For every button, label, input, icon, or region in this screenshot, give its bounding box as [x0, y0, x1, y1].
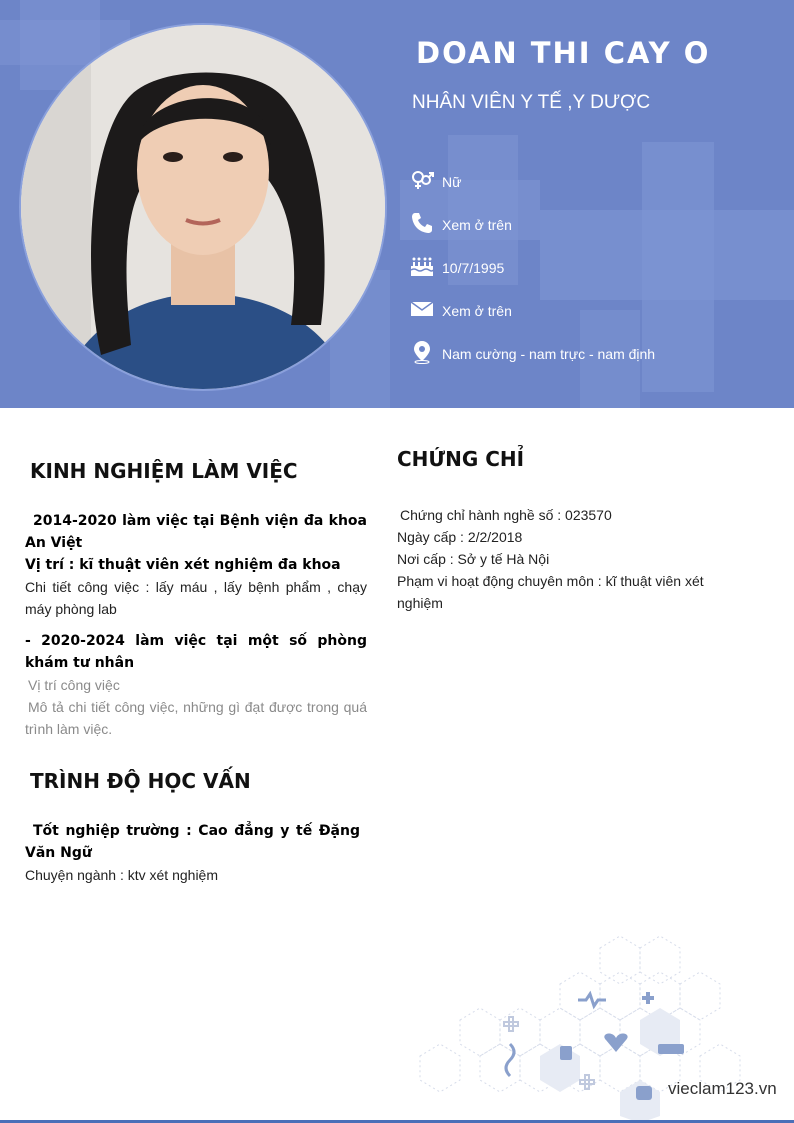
gender-row	[410, 168, 780, 196]
job1-detail: Chi tiết công việc : lấy máu , lấy bệnh phẩm , chạy máy phòng lab	[25, 579, 367, 617]
header-banner	[0, 0, 794, 408]
email-row	[410, 297, 780, 325]
certificates-title: CHỨNG CHỈ	[397, 447, 525, 471]
certificates-section	[397, 504, 747, 614]
gender-value: Nữ	[442, 174, 462, 190]
envelope-icon	[410, 297, 434, 321]
experience-title: KINH NGHIỆM LÀM VIỆC	[30, 459, 298, 483]
job2-heading: - 2020-2024 làm việc tại một số phòng khám tư nhân	[25, 633, 367, 671]
certificate-issuer: Nơi cấp : Sở y tế Hà Nội	[397, 551, 550, 567]
job2-position: Vị trí công việc	[28, 677, 120, 693]
education-major: Chuyện ngành : ktv xét nghiệm	[25, 867, 219, 883]
job1-position: Vị trí : kĩ thuật viên xét nghiệm đa khoa	[25, 557, 341, 573]
job2-detail: Mô tả chi tiết công việc, những gì đạt được trong quá trình làm việc.	[25, 699, 367, 737]
certificate-issue-date: Ngày cấp : 2/2/2018	[397, 529, 523, 545]
experience-section	[25, 510, 367, 740]
certificate-number: Chứng chỉ hành nghề số : 023570	[400, 507, 612, 523]
job-title: NHÂN VIÊN Y TẾ ,Y DƯỢC	[412, 92, 651, 113]
candidate-name: DOAN THI CAY O	[416, 36, 711, 70]
birthday-cake-icon	[410, 254, 434, 278]
location-pin-icon	[410, 340, 434, 364]
phone-value: Xem ở trên	[442, 217, 512, 233]
avatar-photo	[21, 25, 385, 389]
avatar	[21, 25, 385, 389]
address-row	[410, 340, 780, 368]
job1-heading: 2014-2020 làm việc tại Bệnh viện đa khoa An Việt	[25, 513, 367, 551]
education-section	[25, 820, 360, 886]
education-title: TRÌNH ĐỘ HỌC VẤN	[30, 769, 251, 793]
footer-site[interactable]: vieclam123.vn	[668, 1079, 777, 1098]
birthday-value: 10/7/1995	[442, 260, 505, 276]
phone-row	[410, 211, 780, 239]
address-value: Nam cường - nam trực - nam định	[442, 346, 656, 362]
certificate-scope: Phạm vi hoạt động chuyên môn : kĩ thuật viên xét nghiệm	[397, 573, 704, 611]
education-school: Tốt nghiệp trường : Cao đẳng y tế Đặng Văn Ngữ	[25, 823, 360, 861]
email-value: Xem ở trên	[442, 303, 512, 319]
birthday-row	[410, 254, 780, 282]
gender-icon	[410, 168, 434, 192]
phone-icon	[410, 211, 434, 235]
